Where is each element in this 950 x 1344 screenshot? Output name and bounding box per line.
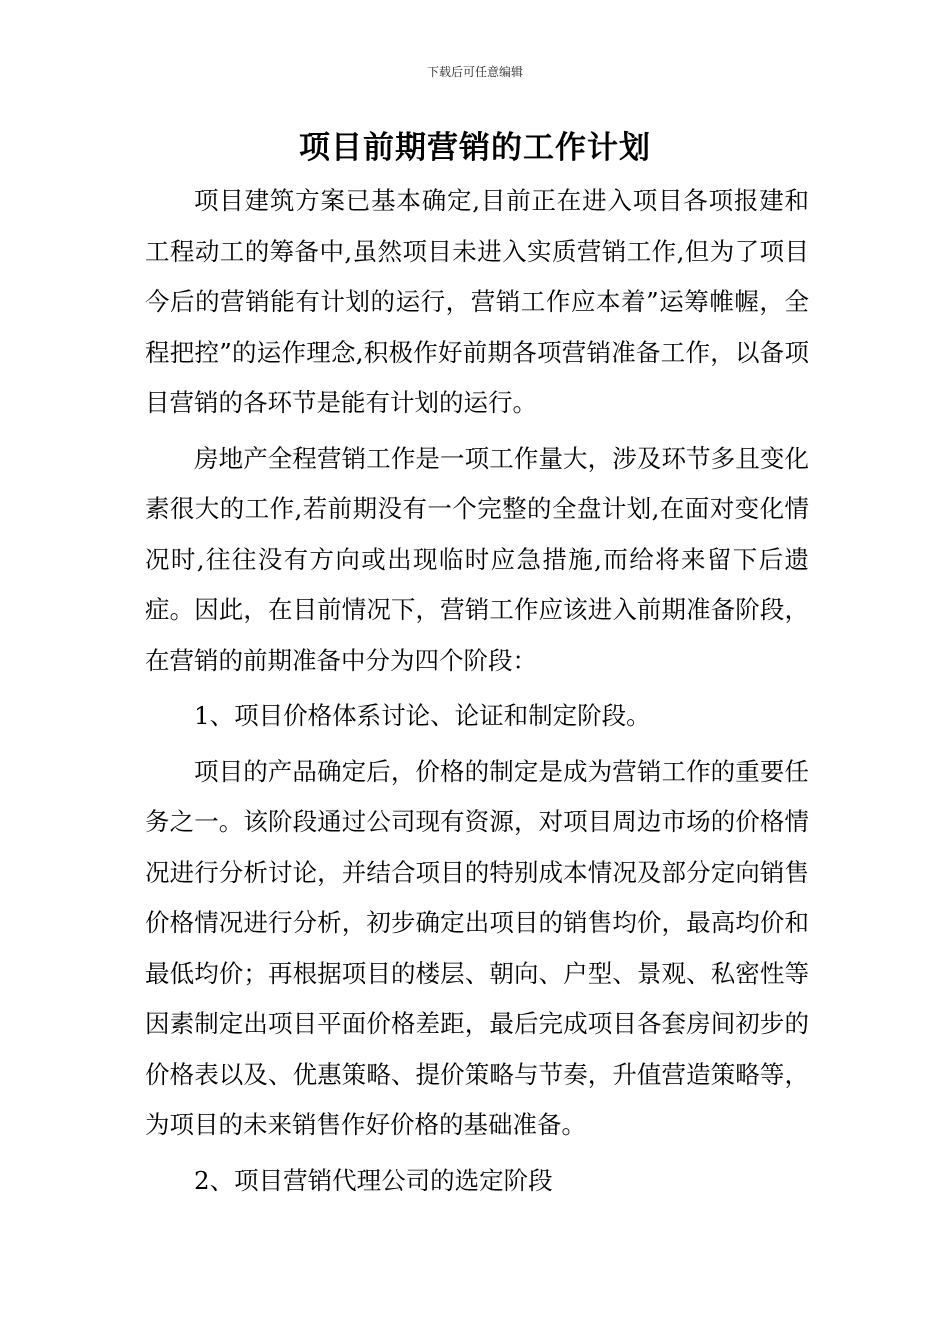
paragraph-intro: 项目建筑方案已基本确定,目前正在进入项目各项报建和工程动工的筹备中,虽然项目未进入实质营销工作,但为了项目今后的营销能有计划的运行，营销工作应本着”运筹帷幄，全程把控”的运作理念,积极作好前期各项营销准备工作，以备项目营销的各环节是能有计划的运行。 [145, 186, 809, 417]
section-heading-pricing: 1、项目价格体系讨论、论证和制定阶段。 [194, 701, 651, 730]
document-title: 项目前期营销的工作计划 [299, 130, 651, 166]
document-body [145, 176, 809, 1206]
paragraph-pricing: 项目的产品确定后，价格的制定是成为营销工作的重要任务之一。该阶段通过公司现有资源，对项目周边市场的价格情况进行分析讨论，并结合项目的特别成本情况及部分定向销售价格情况进行分析，初步确定出项目的销售均价，最高均价和最低均价；再根据项目的楼层、朝向、户型、景观、私密性等因素制定出项目平面价格差距，最后完成项目各套房间初步的价格表以及、优惠策略、提价策略与节奏，升值营造策略等，为项目的未来销售作好价格的基础准备。 [145, 756, 809, 1139]
paragraph-overview: 房地产全程营销工作是一项工作量大，涉及环节多且变化素很大的工作,若前期没有一个完整的全盘计划,在面对变化情况时,往往没有方向或出现临时应急措施,而给将来留下后遗症。因此，在目前情况下，营销工作应该进入前期准备阶段，在营销的前期准备中分为四个阶段： [145, 443, 809, 675]
page-header-note: 下载后可任意编辑 [426, 65, 523, 79]
section-heading-agency: 2、项目营销代理公司的选定阶段 [194, 1165, 553, 1195]
